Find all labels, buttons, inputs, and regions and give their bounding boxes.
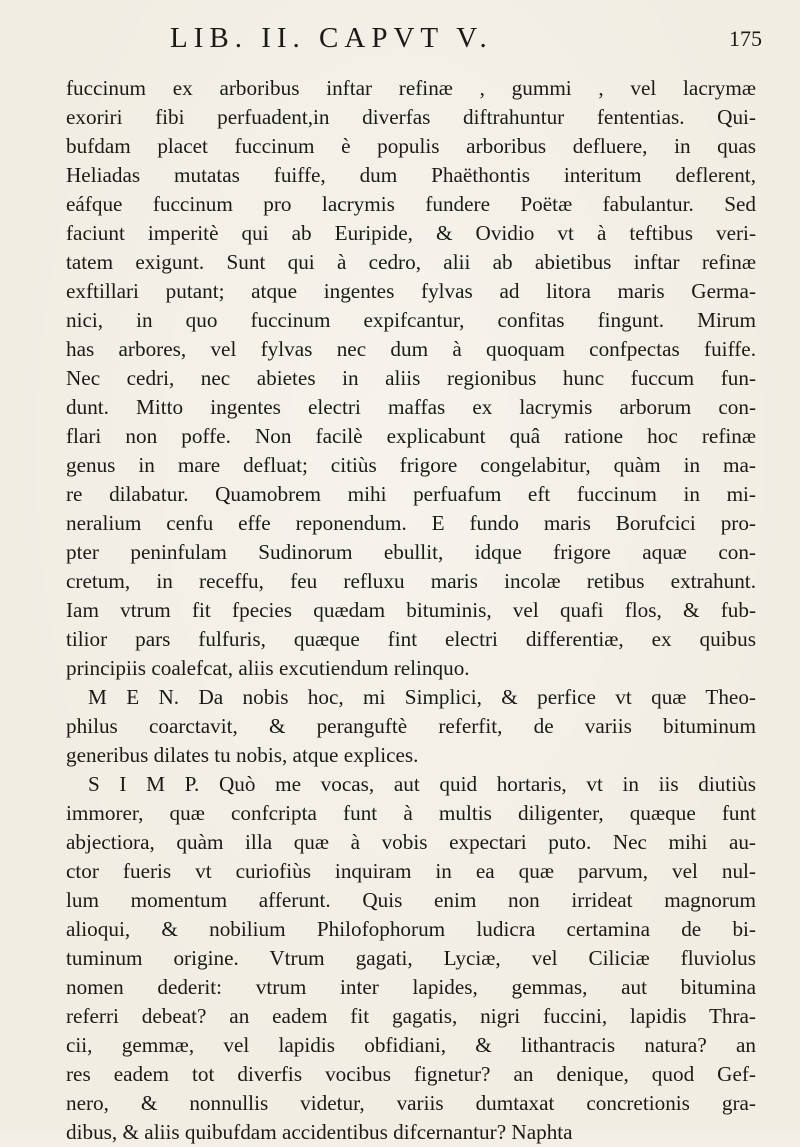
text-line: principiis coalefcat, aliis excutiendum relinquo.: [66, 656, 470, 680]
text-line: eáfque fuccinum pro lacrymis fundere Poëtæ fabulantur. Sed: [66, 192, 756, 216]
text-line: referri debeat? an eadem fit gagatis, nigri fuccini, lapidis Thra-: [66, 1004, 756, 1028]
text-line: faciunt imperitè qui ab Euripide, & Ovidio vt à teftibus veri-: [66, 221, 756, 245]
text-line: genus in mare defluat; citiùs frigore congelabitur, quàm in ma-: [66, 453, 756, 477]
text-line: tatem exigunt. Sunt qui à cedro, alii ab abietibus inftar refinæ: [66, 250, 756, 274]
text-line: S I M P. Quò me vocas, aut quid hortaris, vt in iis diutiùs: [88, 772, 756, 796]
text-line: cretum, in receffu, feu refluxu maris incolæ retibus extrahunt.: [66, 569, 756, 593]
text-line: nomen dederit: vtrum inter lapides, gemmas, aut bitumina: [66, 975, 756, 999]
text-line: has arbores, vel fylvas nec dum à quoquam confpectas fuiffe.: [66, 337, 756, 361]
text-line: bufdam placet fuccinum è populis arboribus defluere, in quas: [66, 134, 756, 158]
text-line: cii, gemmæ, vel lapidis obfidiani, & lithantracis natura? an: [66, 1033, 756, 1057]
text-line: dibus, & aliis quibufdam accidentibus difcernantur? Naphta: [66, 1120, 573, 1144]
text-line: exftillari putant; atque ingentes fylvas ad litora maris Germa-: [66, 279, 756, 303]
chapter-heading: LIB. II. CAPVT V.: [170, 22, 493, 54]
text-line: tilior pars fulfuris, quæque fint electri differentiæ, ex quibus: [66, 627, 756, 651]
text-line: dunt. Mitto ingentes electri maffas ex lacrymis arborum con-: [66, 395, 756, 419]
page-number: 175: [729, 26, 762, 51]
text-line: immorer, quæ confcripta funt à multis diligenter, quæque funt: [66, 801, 756, 825]
text-line: Iam vtrum fit fpecies quædam bituminis, vel quafi flos, & fub-: [66, 598, 756, 622]
text-line: nici, in quo fuccinum expifcantur, confitas fingunt. Mirum: [66, 308, 756, 332]
text-line: lum momentum afferunt. Quis enim non irrideat magnorum: [66, 888, 756, 912]
body-text: [66, 74, 756, 1147]
text-line: exoriri fibi perfuadent,in diverfas diftrahuntur fententias. Qui-: [66, 105, 756, 129]
text-line: M E N. Da nobis hoc, mi Simplici, & perfice vt quæ Theo-: [88, 685, 756, 709]
text-line: flari non poffe. Non facilè explicabunt quâ ratione hoc refinæ: [66, 424, 756, 448]
text-line: ctor fueris vt curiofiùs inquiram in ea quæ parvum, vel nul-: [66, 859, 756, 883]
text-line: generibus dilates tu nobis, atque explices.: [66, 743, 419, 767]
text-line: neralium cenfu effe reponendum. E fundo maris Borufcici pro-: [66, 511, 756, 535]
running-head: [0, 22, 800, 62]
text-line: tuminum origine. Vtrum gagati, Lyciæ, vel Ciliciæ fluviolus: [66, 946, 756, 970]
text-line: abjectiora, quàm illa quæ à vobis expectari puto. Nec mihi au-: [66, 830, 756, 854]
text-line: res eadem tot diverfis vocibus fignetur? an denique, quod Gef-: [66, 1062, 756, 1086]
text-line: fuccinum ex arboribus inftar refinæ , gummi , vel lacrymæ: [66, 76, 756, 100]
text-line: re dilabatur. Quamobrem mihi perfuafum eft fuccinum in mi-: [66, 482, 756, 506]
text-line: Heliadas mutatas fuiffe, dum Phaëthontis interitum deflerent,: [66, 163, 756, 187]
text-line: nero, & nonnullis videtur, variis dumtaxat concretionis gra-: [66, 1091, 756, 1115]
text-line: alioqui, & nobilium Philofophorum ludicra certamina de bi-: [66, 917, 756, 941]
text-line: philus coarctavit, & peranguftè referfit, de variis bituminum: [66, 714, 756, 738]
text-line: pter peninfulam Sudinorum ebullit, idque frigore aquæ con-: [66, 540, 756, 564]
text-line: Nec cedri, nec abietes in aliis regionibus hunc fuccum fun-: [66, 366, 756, 390]
